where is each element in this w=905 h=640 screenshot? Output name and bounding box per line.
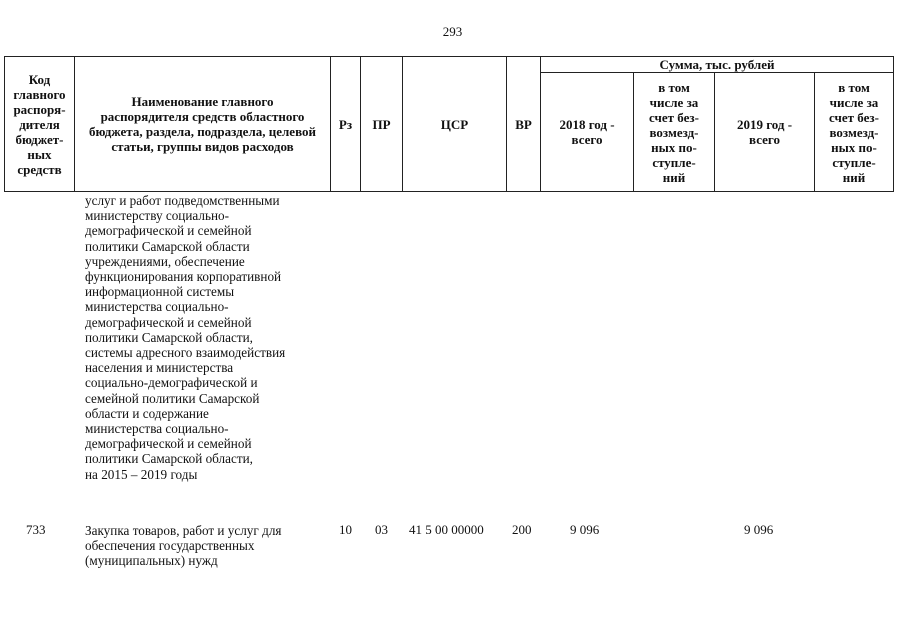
continuation-line: информационной системы	[85, 284, 235, 300]
header-2019-total: 2019 год - всего	[736, 117, 793, 147]
continuation-line: на 2015 – 2019 годы	[85, 466, 198, 482]
continuation-line: министерства социально-	[85, 421, 229, 437]
continuation-line: демографической и семейной	[85, 314, 252, 330]
continuation-line: области и содержание	[85, 405, 209, 421]
continuation-line: политики Самарской области	[85, 238, 250, 254]
continuation-description	[85, 193, 330, 482]
header-2019-free: в том числе за счет без-возмезд-ных по-ступле-ний	[829, 79, 879, 185]
header-2018-total: 2018 год - всего	[559, 117, 615, 147]
header-vr: ВР	[515, 116, 532, 132]
continuation-line: функционирования корпоративной	[85, 269, 282, 285]
header-code: Код главного распоря-дителя бюджет-ных средств	[13, 71, 66, 177]
continuation-line: услуг и работ подведомственными	[85, 193, 280, 208]
header-name: Наименование главного распорядителя средств областного бюджета, раздела, подраздела, целевой статьи, группы видов расходов	[89, 94, 316, 154]
row-name-line: обеспечения государственных	[85, 538, 255, 554]
continuation-line: системы адресного взаимодействия	[85, 345, 286, 361]
row-rz: 10	[339, 522, 352, 537]
header-rz: Рз	[338, 116, 353, 132]
continuation-line: социально-демографической и	[85, 375, 258, 391]
continuation-line: министерству социально-	[85, 208, 230, 224]
row-name	[85, 523, 330, 569]
continuation-line: министерства социально-	[85, 299, 229, 315]
row-vr: 200	[512, 522, 532, 537]
header-bottom-border	[4, 191, 894, 192]
header-2018-free: в том числе за счет без-возмезд-ных по-ступле-ний	[649, 79, 699, 185]
continuation-line: населения и министерства	[85, 360, 234, 376]
header-csr: ЦСР	[440, 116, 469, 132]
row-sum-2018: 9 096	[570, 522, 600, 537]
continuation-line: демографической и семейной	[85, 223, 252, 239]
continuation-line: демографической и семейной	[85, 436, 252, 452]
row-sum-2019: 9 096	[744, 522, 774, 537]
row-name-line: Закупка товаров, работ и услуг для	[85, 523, 282, 538]
header-pr: ПР	[372, 116, 391, 132]
continuation-line: политики Самарской области,	[85, 329, 253, 345]
continuation-line: семейной политики Самарской	[85, 390, 260, 406]
row-pr: 03	[375, 522, 388, 537]
table-header	[4, 56, 894, 192]
border-right	[893, 56, 894, 192]
header-sum-group: Сумма, тыс. рублей	[659, 56, 775, 72]
page-number: 293	[442, 24, 463, 39]
row-csr: 41 5 00 00000	[409, 522, 484, 537]
continuation-line: политики Самарской области,	[85, 451, 253, 467]
row-name-line: (муниципальных) нужд	[85, 553, 218, 569]
row-code: 733	[26, 522, 46, 537]
continuation-line: учреждениями, обеспечение	[85, 253, 245, 269]
